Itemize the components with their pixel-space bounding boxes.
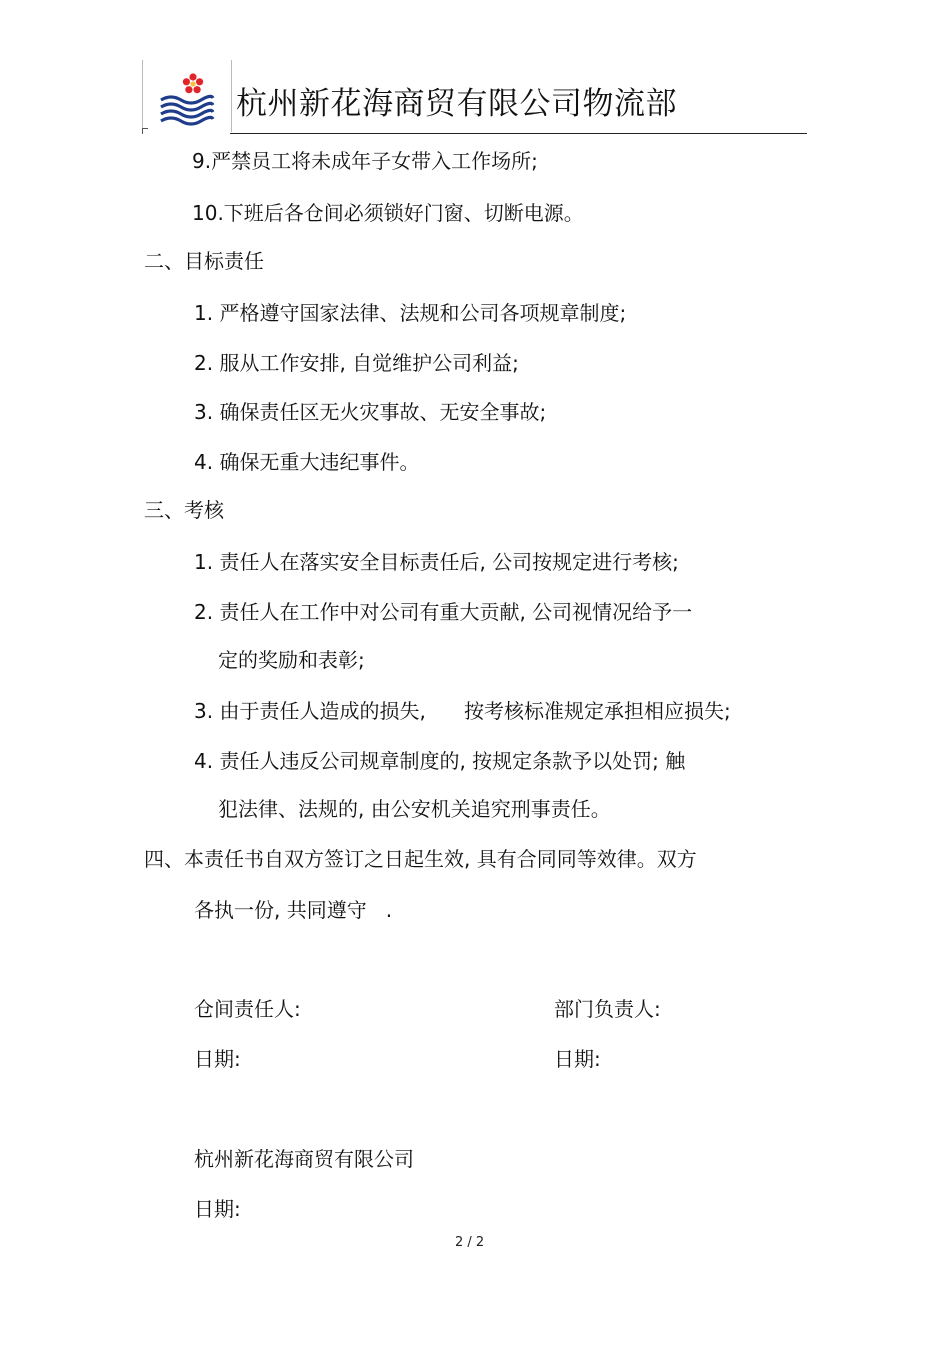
date-label-right: 日期: (554, 1047, 601, 1071)
warehouse-responsible-label: 仓间责任人: (194, 997, 301, 1021)
header-divider (230, 133, 807, 134)
section-3-item-continuation: 定的奖励和表彰; (218, 648, 365, 672)
date-label-left: 日期: (194, 1047, 241, 1071)
section-2-item: 1. 严格遵守国家法律、法规和公司各项规章制度; (194, 301, 627, 325)
company-signature-name: 杭州新花海商贸有限公司 (194, 1147, 414, 1171)
company-logo (142, 60, 232, 132)
flower-waves-logo-icon (157, 70, 217, 126)
rule-item-10: 10.下班后各仓间必须锁好门窗、切断电源。 (192, 201, 584, 225)
company-title: 杭州新花海商贸有限公司物流部 (236, 86, 677, 122)
section-3-item: 4. 责任人违反公司规章制度的, 按规定条款予以处罚; 触 (194, 749, 686, 773)
page-number: 2 / 2 (455, 1235, 485, 1250)
section-3-item: 2. 责任人在工作中对公司有重大贡献, 公司视情况给予一 (194, 600, 693, 624)
rule-item-9: 9.严禁员工将未成年子女带入工作场所; (192, 149, 538, 173)
department-head-label: 部门负责人: (554, 997, 661, 1021)
section-2-item: 4. 确保无重大违纪事件。 (194, 450, 420, 474)
header-corner-mark (142, 128, 148, 134)
section-2-item: 2. 服从工作安排, 自觉维护公司利益; (194, 351, 519, 375)
section-3-item: 1. 责任人在落实安全目标责任后, 公司按规定进行考核; (194, 550, 679, 574)
section-3-item-continuation: 犯法律、法规的, 由公安机关追究刑事责任。 (218, 797, 611, 821)
section-2-item: 3. 确保责任区无火灾事故、无安全事故; (194, 400, 547, 424)
section-3-heading: 三、考核 (144, 498, 224, 522)
section-4-text-continuation: 各执一份, 共同遵守 . (194, 898, 393, 922)
company-date-label: 日期: (194, 1197, 241, 1221)
section-3-item: 3. 由于责任人造成的损失, 按考核标准规定承担相应损失; (194, 699, 731, 723)
section-4-text: 四、本责任书自双方签订之日起生效, 具有合同同等效律。双方 (144, 847, 697, 871)
section-2-heading: 二、目标责任 (144, 249, 264, 273)
